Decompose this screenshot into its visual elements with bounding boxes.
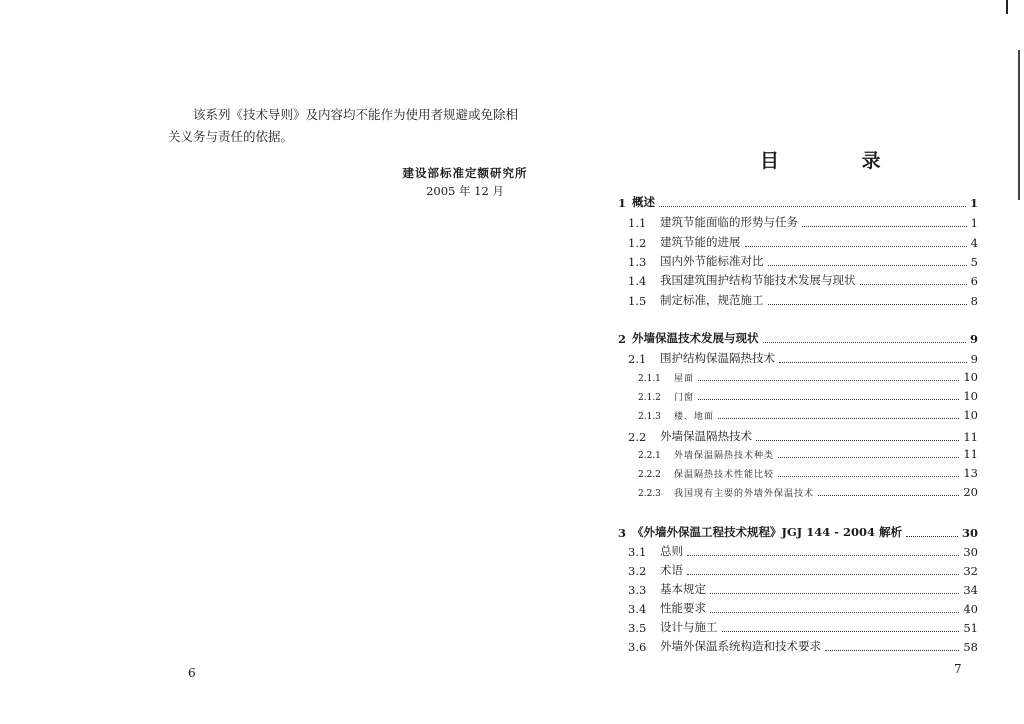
disclaimer-line-2: 关义务与责任的依据。: [168, 129, 294, 144]
toc-leader-dots: [722, 630, 960, 632]
toc-entry-1-2[interactable]: [628, 234, 978, 250]
toc-entry-label: 我国建筑围护结构节能技术发展与现状: [660, 273, 856, 287]
right-page-number: 7: [954, 662, 962, 676]
toc-entry-number: 1: [618, 196, 627, 210]
toc-entry-label: 制定标准，规范施工: [660, 293, 764, 307]
scan-edge-mark: [1006, 0, 1008, 14]
toc-entry-number: 3.4: [628, 602, 647, 616]
toc-entry-3-5[interactable]: [628, 619, 978, 635]
toc-entry-number: 3.6: [628, 640, 647, 654]
toc-entry-2-2-3[interactable]: [638, 485, 978, 499]
toc-entry-number: 2.2.3: [638, 489, 661, 499]
toc-entry-page: 4: [970, 236, 978, 250]
toc-entry-number: 2.1.1: [638, 374, 661, 384]
toc-entry-page: 10: [963, 370, 978, 384]
toc-entry-page: 13: [963, 466, 978, 480]
publisher-block: [380, 164, 550, 200]
toc-entry-label: 国内外节能标准对比: [660, 254, 764, 268]
toc-entry-number: 2.2.2: [638, 470, 661, 480]
publisher-name: 建设部标准定额研究所: [402, 166, 528, 180]
toc-entry-page: 30: [961, 526, 978, 540]
toc-entry-label: 术语: [660, 563, 683, 577]
disclaimer-paragraph: [168, 104, 538, 148]
toc-leader-dots: [687, 554, 959, 556]
toc-entry-page: 8: [970, 294, 978, 308]
toc-entry-2-2-1[interactable]: [638, 447, 978, 461]
toc-entry-2-2[interactable]: [628, 428, 978, 444]
toc-entry-label: 外墙保温隔热技术: [660, 429, 752, 443]
toc-entry-number: 1.5: [628, 294, 647, 308]
disclaimer-line-1: 该系列《技术导则》及内容均不能作为使用者规避或免除相: [193, 107, 519, 122]
toc-entry-3-1[interactable]: [628, 543, 978, 559]
toc-entry-page: 58: [963, 640, 978, 654]
toc-entry-number: 3.1: [628, 545, 647, 559]
toc-entry-2-1-3[interactable]: [638, 408, 978, 422]
scan-edge-shadow: [1018, 50, 1020, 200]
toc-entry-3-2[interactable]: [628, 562, 978, 578]
toc-entry-1-3[interactable]: [628, 253, 978, 269]
toc-entry-page: 6: [970, 274, 978, 288]
toc-entry-label: 保温隔热技术性能比较: [674, 470, 775, 480]
toc-entry-number: 2: [618, 332, 627, 346]
toc-entry-label: 建筑节能面临的形势与任务: [660, 215, 798, 229]
toc-entry-label: 建筑节能的进展: [660, 235, 741, 249]
toc-title: 目 录: [760, 150, 919, 172]
toc-leader-dots: [778, 456, 959, 458]
toc-leader-dots: [698, 398, 959, 400]
toc-entry-2-1-2[interactable]: [638, 389, 978, 403]
toc-entry-label: 外墙保温技术发展与现状: [632, 331, 759, 345]
toc-leader-dots: [718, 417, 959, 419]
toc-entry-number: 1.2: [628, 236, 647, 250]
toc-entry-page: 11: [963, 430, 978, 444]
toc-entry-3-3[interactable]: [628, 581, 978, 597]
toc-entry-2-1-1[interactable]: [638, 370, 978, 384]
toc-entry-page: 10: [963, 389, 978, 403]
toc-entry-3-6[interactable]: [628, 638, 978, 654]
left-page-number: 6: [188, 666, 196, 680]
toc-entry-label: 基本规定: [660, 582, 706, 596]
toc-entry-label: 门窗: [674, 393, 695, 403]
toc-entry-1-1[interactable]: [628, 214, 978, 230]
toc-entry-page: 11: [963, 447, 978, 461]
toc-entry-number: 1.3: [628, 255, 647, 269]
toc-entry-number: 2.2: [628, 430, 647, 444]
toc-entry-number: 2.1: [628, 352, 647, 366]
toc-entry-number: 3: [618, 526, 627, 540]
toc-leader-dots: [745, 245, 967, 247]
toc-entry-label: 《外墙外保温工程技术规程》JGJ 144 - 2004 解析: [632, 525, 903, 539]
toc-entry-2-2-2[interactable]: [638, 466, 978, 480]
toc-entry-3-4[interactable]: [628, 600, 978, 616]
toc-entry-number: 3.5: [628, 621, 647, 635]
toc-entry-page: 10: [963, 408, 978, 422]
toc-leader-dots: [906, 535, 958, 537]
toc-entry-page: 9: [969, 332, 978, 346]
toc-entry-number: 2.1.2: [638, 393, 661, 403]
toc-entry-number: 1.4: [628, 274, 647, 288]
toc-entry-label: 外墙保温隔热技术种类: [674, 451, 775, 461]
toc-entry-page: 30: [963, 545, 978, 559]
toc-entry-page: 1: [969, 196, 978, 210]
publish-date: 2005 年 12 月: [426, 184, 504, 198]
toc-leader-dots: [779, 361, 967, 363]
toc-entry-label: 总则: [660, 544, 683, 558]
toc-leader-dots: [698, 379, 959, 381]
toc-entry-label: 围护结构保温隔热技术: [660, 351, 775, 365]
toc-leader-dots: [710, 592, 959, 594]
toc-leader-dots: [768, 264, 967, 266]
toc-entry-number: 1.1: [628, 216, 647, 230]
toc-entry-1-4[interactable]: [628, 272, 978, 288]
toc-leader-dots: [687, 573, 959, 575]
toc-leader-dots: [818, 494, 959, 496]
toc-entry-page: 9: [970, 352, 978, 366]
toc-entry-number: 2.2.1: [638, 451, 661, 461]
toc-entry-label: 外墙外保温系统构造和技术要求: [660, 639, 821, 653]
toc-entry-1[interactable]: [618, 194, 978, 210]
toc-leader-dots: [659, 205, 966, 207]
toc-entry-page: 34: [963, 583, 978, 597]
toc-entry-label: 概述: [632, 195, 655, 209]
toc-entry-page: 5: [970, 255, 978, 269]
toc-entry-label: 性能要求: [660, 601, 706, 615]
toc-entry-page: 51: [963, 621, 978, 635]
toc-entry-1-5[interactable]: [628, 292, 978, 308]
toc-entry-page: 32: [963, 564, 978, 578]
toc-leader-dots: [802, 225, 967, 227]
toc-leader-dots: [860, 283, 967, 285]
toc-leader-dots: [768, 303, 967, 305]
toc-entry-label: 楼、地面: [674, 412, 715, 422]
toc-entry-label: 屋面: [674, 374, 695, 384]
toc-entry-number: 3.3: [628, 583, 647, 597]
toc-entry-page: 20: [963, 485, 978, 499]
toc-entry-2-1[interactable]: [628, 350, 978, 366]
toc-entry-label: 我国现有主要的外墙外保温技术: [674, 489, 815, 499]
toc-leader-dots: [756, 439, 959, 441]
toc-entry-2[interactable]: [618, 330, 978, 346]
toc-entry-number: 3.2: [628, 564, 647, 578]
toc-entry-number: 2.1.3: [638, 412, 661, 422]
toc-entry-label: 设计与施工: [660, 620, 718, 634]
toc-leader-dots: [710, 611, 959, 613]
toc-leader-dots: [778, 475, 959, 477]
toc-leader-dots: [763, 341, 966, 343]
toc-entry-page: 1: [970, 216, 978, 230]
toc-entry-page: 40: [963, 602, 978, 616]
toc-entry-3[interactable]: [618, 524, 978, 540]
toc-leader-dots: [825, 649, 959, 651]
